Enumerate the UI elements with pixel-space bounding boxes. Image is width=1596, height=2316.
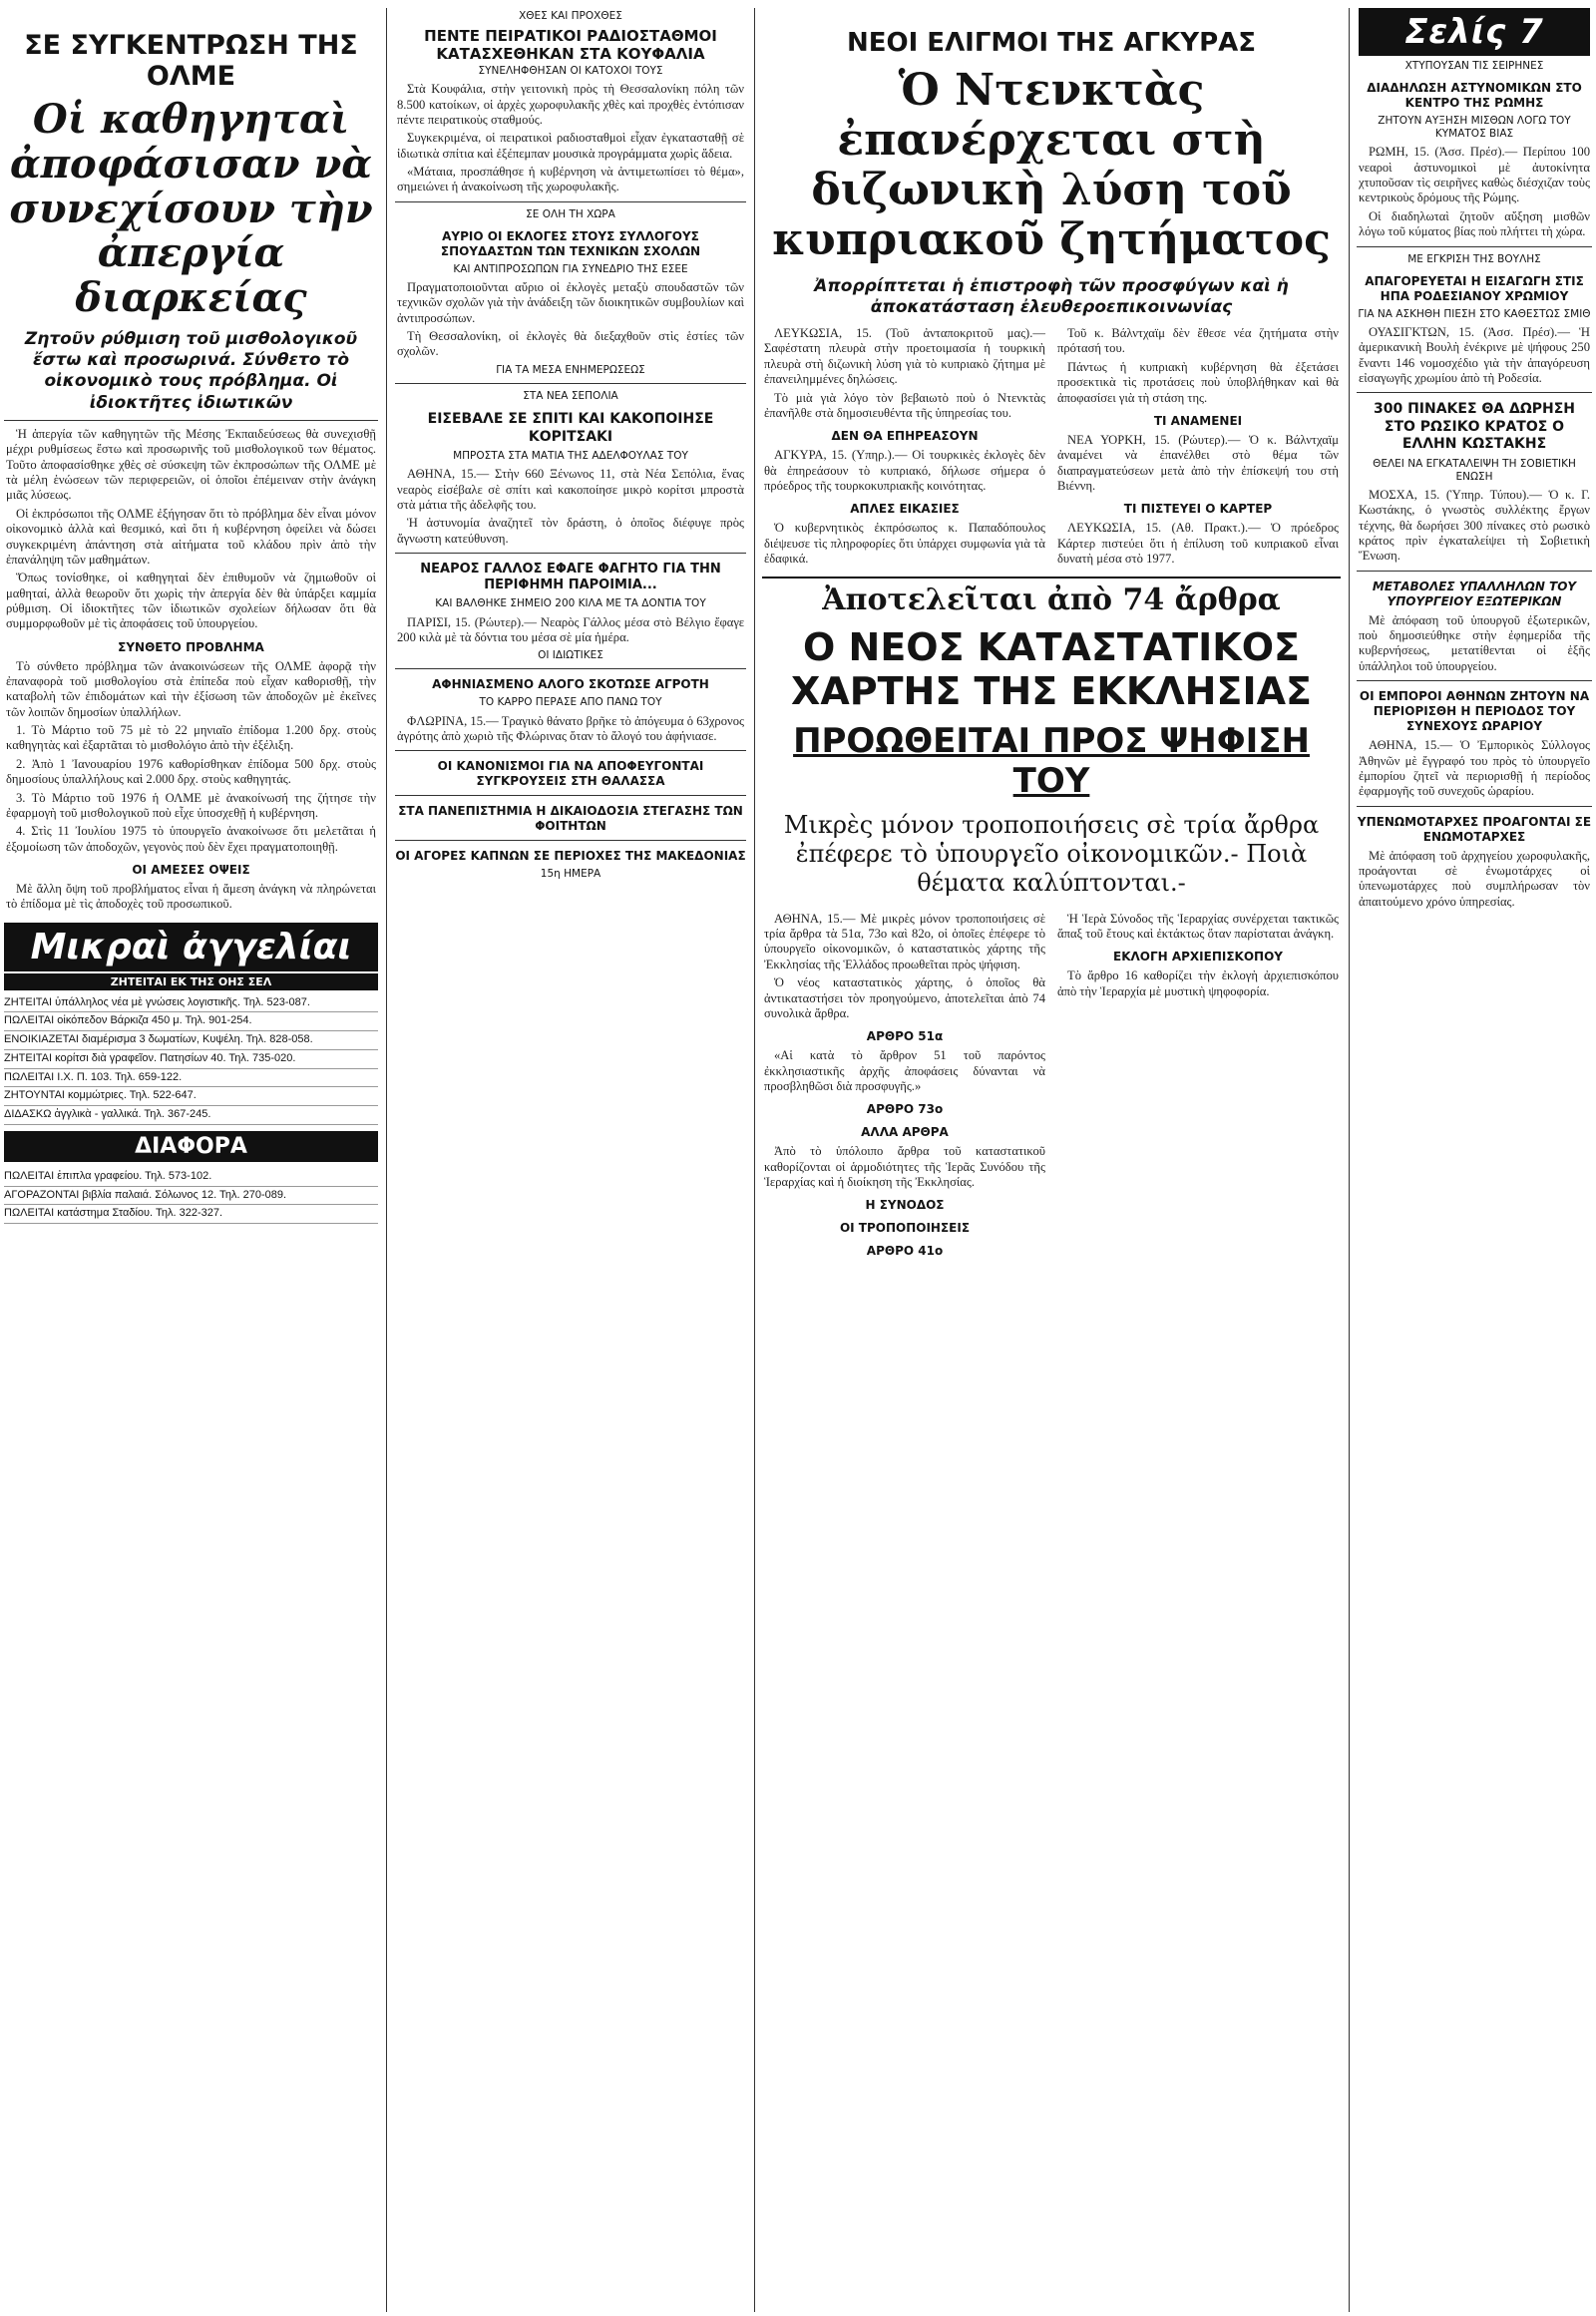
- subhead: Η ΣΥΝΟΔΟΣ: [865, 1198, 945, 1213]
- subhead: ΣΤΑ ΝΕΑ ΣΕΠΟΛΙΑ: [523, 389, 618, 402]
- paragraph: Οἱ ἐκπρόσωποι τῆς ΟΛΜΕ ἐξήγησαν ὅτι τὸ πρόβλημα δὲν εἶναι μόνον οἰκονομικὸ ἀλλὰ καὶ θεσμικό, καὶ ὅτι ἡ κυβέρνηση ὀφείλει νὰ δώσει συγκεκριμένη ἀπάντηση στὰ αἰτήματα τοῦ κλάδου πρὶν ἀπὸ τὴν ἐπανάληψη τῶν μαθημάτων.: [6, 506, 376, 567]
- paragraph: ΡΩΜΗ, 15. (Ἀσσ. Πρέσ).— Περίπου 100 νεαροὶ ἀστυνομικοὶ μὲ ἀυτοκίνητα χτυποῦσαν τὶς σειρῆνες καθὼς διέσχιζαν τοὺς κεντρικοὺς δρόμους τῆς Ρώμης.: [1359, 145, 1590, 205]
- subhead: ΓΙΑ ΤΑ ΜΕΣΑ ΕΝΗΜΕΡΩΣΕΩΣ: [496, 363, 645, 376]
- two-column-article: [758, 322, 1345, 571]
- paragraph: «Αἱ κατὰ τὸ ἄρθρον 51 τοῦ παρόντος ἐκκλησιαστικῆς ἀρχῆς ἀποφάσεις δύνανται νὰ προσβληθῶσι διὰ προσφυγῆς.»: [764, 1048, 1045, 1093]
- subhead: 15η ΗΜΕΡΑ: [540, 868, 601, 881]
- column-cyprus-church: [758, 0, 1345, 2316]
- subhead: ΑΡΘΡΟ 51α: [866, 1029, 944, 1044]
- headline: ΕΙΣΕΒΑΛΕ ΣΕ ΣΠΙΤΙ ΚΑΙ ΚΑΚΟΠΟΙΗΣΕ ΚΟΡΙΤΣΑΚΙ: [427, 411, 714, 445]
- classified-ad: ΠΩΛΕΙΤΑΙ οἰκόπεδον Βάρκιζα 450 μ. Τηλ. 901-254.: [4, 1012, 378, 1031]
- kicker: ΣΕ ΣΥΓΚΕΝΤΡΩΣΗ ΤΗΣ ΟΛΜΕ: [24, 30, 358, 92]
- article-body: [397, 714, 744, 745]
- paragraph: «Μάταια, προσπάθησε ἡ κυβέρνηση νὰ ἀντιμετωπίσει τὸ θέμα», σημειώνει ἡ ἀνακοίνωση τῆς χωροφυλακῆς.: [397, 165, 744, 194]
- headline: ΣΤΑ ΠΑΝΕΠΙΣΤΗΜΙΑ Η ΔΙΚΑΙΟΔΟΣΙΑ ΣΤΕΓΑΣΗΣ ΤΩΝ ΦΟΙΤΗΤΩΝ: [398, 804, 743, 834]
- subhead: ΣΥΝΘΕΤΟ ΠΡΟΒΛΗΜΑ: [118, 639, 264, 654]
- article-body: [397, 82, 744, 195]
- article-body: [397, 280, 744, 360]
- paragraph: Οἱ διαδηλωταὶ ζητοῦν αὔξηση μισθῶν λόγω τοῦ κύματος βίας ποὺ πλήττει τὴ χώρα.: [1359, 208, 1590, 239]
- subhead: ΑΛΛΑ ΑΡΘΡΑ: [861, 1125, 949, 1140]
- paragraph: Μὲ ἀπόφαση τοῦ ἀρχηγείου χωροφυλακῆς, προάγονται σὲ ἐνωμοτάρχες οἱ ὑπενωμοτάρχες ποὺ συμπλήρωσαν τὸν ἀπαιτούμενο χρόνο ὑπηρεσίας.: [1359, 848, 1590, 909]
- paragraph: Ὅπως τονίσθηκε, οἱ καθηγηταὶ δὲν ἐπιθυμοῦν νὰ ζημιωθοῦν οἱ μαθηταί, ἀλλὰ θεωροῦν ὅτι χωρὶς τὴν ἀπεργία δὲν θὰ ὑπάρξει καμμία ρύθμιση. Οἱ ἰδιοκτῆτες τῶν ἰδιωτικῶν σχολείων δήλωσαν ὅτι θὰ συμμορφωθοῦν μὲ τὶς ἀποφάσεις τοῦ ὑπουργείου.: [6, 571, 376, 631]
- section-logo: Σελίς 7: [1359, 8, 1590, 56]
- paragraph: Στὰ Κουφάλια, στὴν γειτονικὴ πρὸς τὴ Θεσσαλονίκη πόλη τῶν 8.500 κατοίκων, οἱ ἀρχὲς χωροφυλακῆς χθὲς καὶ προχθὲς ἐντόπισαν πέντε πειρατικοὺς σταθμούς.: [397, 82, 744, 127]
- paragraph: Πραγματοποιοῦνται αὔριο οἱ ἐκλογὲς μεταξὺ σπουδαστῶν τῶν τεχνικῶν σχολῶν γιὰ τὴν ἀνάδειξη τῶν διοικητικῶν συμβουλίων καὶ ἀντιπροσώπων.: [397, 280, 744, 325]
- article-body: [397, 467, 744, 547]
- paragraph: Μὲ ἀπόφαση τοῦ ὑπουργοῦ ἐξωτερικῶν, ποὺ δημοσιεύθηκε στὴν ἐφημερίδα τῆς κυβερνήσεως, μετατίθενται οἱ ἑξῆς ὑπάλληλοι τοῦ ὑπουργείου.: [1359, 612, 1590, 673]
- paragraph: ΝΕΑ ΥΟΡΚΗ, 15. (Ρώυτερ).— Ὁ κ. Βάλντχαϊμ ἀναμένει νὰ ἐπανέλθει στὸ θέμα τῶν διαπραγματεύσεων μετὰ ἀπὸ τὴν ἐπίσκεψή του στὴ Βιέννη.: [1057, 432, 1339, 493]
- paragraph: 2. Ἀπὸ 1 Ἰανουαρίου 1976 καθορίσθηκαν ἐπίδομα 500 δρχ. στοὺς δημοσίους ὑπαλλήλους καὶ 2.000 δρχ. στοὺς καθηγητάς.: [6, 756, 376, 787]
- article-body: [764, 1144, 1045, 1190]
- subhead: ΟΙ ΤΡΟΠΟΠΟΙΗΣΕΙΣ: [839, 1221, 971, 1236]
- article-body: [6, 427, 376, 632]
- subhead: ΚΑΙ ΒΑΛΘΗΚΕ ΣΗΜΕΙΟ 200 ΚΙΛΑ ΜΕ ΤΑ ΔΟΝΤΙΑ ΤΟΥ: [435, 597, 706, 610]
- misc-section-title: ΔΙΑΦΟΡΑ: [4, 1131, 378, 1162]
- paragraph: 3. Τὸ Μάρτιο τοῦ 1976 ἡ ΟΛΜΕ μὲ ἀνακοίνωσή της ζήτησε τὴν ἐφαρμογὴ τοῦ μισθολογικοῦ ποὺ εἶχε ὑποσχεθῇ ἡ κυβέρνηση.: [6, 790, 376, 820]
- classified-ad: ΖΗΤΕΙΤΑΙ κορίτσι διὰ γραφεῖον. Πατησίων 40. Τηλ. 735-020.: [4, 1050, 378, 1069]
- article-body: [1057, 326, 1339, 406]
- paragraph: Τὴ Θεσσαλονίκη, οἱ ἐκλογὲς θὰ διεξαχθοῦν στὶς ἑστίες τῶν σχολῶν.: [397, 329, 744, 359]
- article-body: [6, 882, 376, 913]
- divider: [395, 750, 746, 751]
- subhead: ΑΠΛΕΣ ΕΙΚΑΣΙΕΣ: [850, 502, 960, 517]
- paragraph: Τὸ σύνθετο πρόβλημα τῶν ἀνακοινώσεων τῆς ΟΛΜΕ ἀφορᾷ τὴν ἐπαναφορὰ τοῦ μισθολογίου στὰ ἐπίπεδα ποὺ εἶχαν καθορισθῇ, τὴν καταβολὴ τῶν ἐπιδομάτων καὶ τὴν ἐξίσωση τῶν ἀποδοχῶν μὲ ἐκεῖνες τῶν λοιπῶν δημοσίων ὑπαλλήλων.: [6, 658, 376, 719]
- paragraph: Ὁ νέος καταστατικὸς χάρτης, ὁ ὁποῖος θὰ ἀντικαταστήσει τὸν προηγούμενο, ἀποτελεῖται ἀπὸ 74 συνολικὰ ἄρθρα.: [764, 975, 1045, 1020]
- subhead: ΑΡΘΡΟ 73ο: [866, 1102, 944, 1117]
- divider: [1357, 571, 1592, 572]
- article-right: [1051, 908, 1345, 1264]
- paragraph: Ἡ Ἱερὰ Σύνοδος τῆς Ἱεραρχίας συνέρχεται τακτικῶς ἅπαξ τοῦ ἔτους καὶ ἐκτάκτως ὅταν παρίσταται ἀνάγκη.: [1057, 911, 1339, 942]
- subhead: ΔΕΝ ΘΑ ΕΠΗΡΕΑΣΟΥΝ: [831, 429, 979, 444]
- paragraph: ΛΕΥΚΩΣΙΑ, 15. (Αθ. Πρακτ.).— Ὁ πρόεδρος Κάρτερ πιστεύει ὅτι ἡ ἐπίλυση τοῦ κυπριακοῦ εἶναι δυνατὴ μέσα στὸ 1977.: [1057, 521, 1339, 567]
- kicker: Ἀποτελεῖται ἀπὸ 74 ἄρθρα: [822, 582, 1281, 618]
- article-body: [1359, 613, 1590, 674]
- article-body: [1359, 849, 1590, 910]
- subhead: ΣΥΝΕΛΗΦΘΗΣΑΝ ΟΙ ΚΑΤΟΧΟΙ ΤΟΥΣ: [478, 65, 663, 78]
- article-body: [1359, 145, 1590, 239]
- divider: [1357, 392, 1592, 393]
- subhead: ΤΙ ΑΝΑΜΕΝΕΙ: [1153, 413, 1243, 428]
- divider: [395, 383, 746, 384]
- divider: [395, 840, 746, 841]
- headline: ΜΕΤΑΒΟΛΕΣ ΥΠΑΛΛΗΛΩΝ ΤΟΥ ΥΠΟΥΡΓΕΙΟΥ ΕΞΩΤΕΡΙΚΩΝ: [1372, 579, 1577, 608]
- column-rule: [1349, 8, 1350, 2312]
- headline: ΟΙ ΑΓΟΡΕΣ ΚΑΠΝΩΝ ΣΕ ΠΕΡΙΟΧΕΣ ΤΗΣ ΜΑΚΕΔΟΝΙΑΣ: [395, 849, 746, 864]
- article-body: [764, 912, 1045, 1022]
- paragraph: ΑΘΗΝΑ, 15.— Στὴν 660 Ξένωνος 11, στὰ Νέα Σεπόλια, ἕνας νεαρὸς εἰσέβαλε σὲ σπίτι καὶ κακοποίησε μικρὸ κορίτσι μπροστὰ στὰ μάτια τῆς ἀδελφῆς του.: [397, 467, 744, 512]
- classified-ad: ΕΝΟΙΚΙΑΖΕΤΑΙ διαμέρισμα 3 δωματίων, Κυψέλη. Τηλ. 828-058.: [4, 1031, 378, 1050]
- kicker: ΝΕΟΙ ΕΛΙΓΜΟΙ ΤΗΣ ΑΓΚΥΡΑΣ: [846, 28, 1257, 58]
- paragraph: ΑΘΗΝΑ, 15.— Μὲ μικρὲς μόνον τροποποιήσεις σὲ τρία ἄρθρα τὰ 51α, 73ο καὶ 82ο, οἱ ὁποῖες ἐπέφερε τὸ ὑπουργεῖο οἰκονομικῶν, ὁ καταστατικὸς χάρτης τῆς Ἐκκλησίας τῆς Ἑλλάδος προωθεῖται πρὸς ψήφιση.: [764, 911, 1045, 971]
- classifieds-title: Μικραὶ ἀγγελίαι: [4, 923, 378, 971]
- divider: [395, 668, 746, 669]
- deck: Μικρὲς μόνον τροποποιήσεις σὲ τρία ἄρθρα ἐπέφερε τὸ ὑπουργεῖο οἰκονομικῶν.- Ποιὰ θέματα καλύπτονται.-: [783, 811, 1320, 897]
- classified-ad: ΠΩΛΕΙΤΑΙ κατάστημα Σταδίου. Τηλ. 322-327.: [4, 1205, 378, 1224]
- headline: ΟΙ ΕΜΠΟΡΟΙ ΑΘΗΝΩΝ ΖΗΤΟΥΝ ΝΑ ΠΕΡΙΟΡΙΣΘΗ Η ΠΕΡΙΟΔΟΣ ΤΟΥ ΣΥΝΕΧΟΥΣ ΩΡΑΡΙΟΥ: [1359, 689, 1590, 734]
- subhead: ΖΗΤΟΥΝ ΑΥΞΗΣΗ ΜΙΣΘΩΝ ΛΟΓΩ ΤΟΥ ΚΥΜΑΤΟΣ ΒΙΑΣ: [1378, 115, 1571, 141]
- paragraph: ΑΘΗΝΑ, 15.— Ὁ Ἐμπορικὸς Σύλλογος Ἀθηνῶν μὲ ἔγγραφό του πρὸς τὸ ὑπουργεῖο ἐμπορίου ζητεῖ νὰ περιορισθῇ ἡ περίοδος ἐφαρμογῆς τοῦ συνεχοῦς ὡραρίου.: [1359, 738, 1590, 799]
- headline: ΥΠΕΝΩΜΟΤΑΡΧΕΣ ΠΡΟΑΓΟΝΤΑΙ ΣΕ ΕΝΩΜΟΤΑΡΧΕΣ: [1357, 814, 1592, 844]
- article-body: [6, 659, 376, 855]
- headline: ΑΦΗΝΙΑΣΜΕΝΟ ΑΛΟΓΟ ΣΚΟΤΩΣΕ ΑΓΡΟΤΗ: [432, 677, 709, 692]
- paragraph: ΠΑΡΙΣΙ, 15. (Ρώυτερ).— Νεαρὸς Γάλλος μέσα στὸ Βέλγιο ἔφαγε 200 κιλὰ μὲ τὰ δόντια του μέσα σὲ μία ἡμέρα.: [397, 614, 744, 644]
- paragraph: Ἡ ἀπεργία τῶν καθηγητῶν τῆς Μέσης Ἐκπαιδεύσεως θὰ συνεχισθῇ μέχρι ρυθμίσεως ἔστω καὶ προσωρινῆς τοῦ μισθολογικοῦ των θέματος. Τοῦτο ἀποφασίσθηκε χθὲς σὲ σύσκεψη τῶν ἐκπροσώπων τῆς ΟΛΜΕ μὲ τὰ μέλη ἑνώσεων τῶν περιφερειῶν, οἱ ὁποῖοι ἐπέμειναν στὴν ἀνάγκη μιᾶς λύσεως.: [6, 426, 376, 503]
- article-left: [758, 908, 1051, 1264]
- article-body: [1057, 433, 1339, 494]
- headline: Ο ΝΕΟΣ ΚΑΤΑΣΤΑΤΙΚΟΣ ΧΑΡΤΗΣ ΤΗΣ ΕΚΚΛΗΣΙΑΣ: [791, 624, 1312, 713]
- paragraph: 1. Τὸ Μάρτιο τοῦ 75 μὲ τὸ 22 μηνιαῖο ἐπίδομα 1.200 δρχ. στοὺς καθηγητὰς καὶ ἐξαρτᾶται τὸ μισθολόγιο ἀπὸ τὴν ἐξέλιξη.: [6, 723, 376, 753]
- subhead: ΜΠΡΟΣΤΑ ΣΤΑ ΜΑΤΙΑ ΤΗΣ ΑΔΕΛΦΟΥΛΑΣ ΤΟΥ: [453, 450, 688, 463]
- paragraph: Πάντως ἡ κυπριακὴ κυβέρνηση θὰ ἐξετάσει προσεκτικὰ τὶς προτάσεις ποὺ ὑποβλήθηκαν καὶ θὰ ἀποφασίσει γιὰ τὴ στάση της.: [1057, 359, 1339, 405]
- divider: [762, 577, 1341, 579]
- article-body: [764, 326, 1045, 421]
- headline: ΠΡΟΩΘΕΙΤΑΙ ΠΡΟΣ ΨΗΦΙΣΗ ΤΟΥ: [793, 721, 1310, 802]
- article-body: [764, 448, 1045, 494]
- paragraph: Ἡ ἀστυνομία ἀναζητεῖ τὸν δράστη, ὁ ὁποῖος διέφυγε πρὸς ἄγνωστη κατεύθυνση.: [397, 516, 744, 546]
- subhead: ΣΕ ΟΛΗ ΤΗ ΧΩΡΑ: [526, 207, 615, 220]
- kicker: ΧΘΕΣ ΚΑΙ ΠΡΟΧΘΕΣ: [519, 10, 622, 22]
- deck: Ζητοῦν ρύθμιση τοῦ μισθολογικοῦ ἔστω καὶ προσωρινά. Σύνθετο τὸ οἰκονομικὸ τους πρόβλημα. Οἱ ἰδιοκτῆτες ἰδιωτικῶν: [24, 328, 358, 413]
- divider: [1357, 806, 1592, 807]
- subhead: ΓΙΑ ΝΑ ΑΣΚΗΘΗ ΠΙΕΣΗ ΣΤΟ ΚΑΘΕΣΤΩΣ ΣΜΙΘ: [1358, 307, 1591, 320]
- classifieds-list: [4, 994, 378, 1125]
- article-body: [764, 521, 1045, 567]
- kicker: ΜΕ ΕΓΚΡΙΣΗ ΤΗΣ ΒΟΥΛΗΣ: [1407, 252, 1541, 265]
- two-column-article: [758, 908, 1345, 1264]
- headline: ΑΥΡΙΟ ΟΙ ΕΚΛΟΓΕΣ ΣΤΟΥΣ ΣΥΛΛΟΓΟΥΣ ΣΠΟΥΔΑΣΤΩΝ ΤΩΝ ΤΕΧΝΙΚΩΝ ΣΧΟΛΩΝ: [440, 228, 701, 258]
- article-body: [1057, 968, 1339, 999]
- paragraph: ΜΟΣΧΑ, 15. (Ὑπηρ. Τύπου).— Ὁ κ. Γ. Κωστάκης, ὁ γνωστὸς συλλέκτης ἔργων τέχνης, θὰ δωρήσει 300 πίνακες στὸ ρωσικὸ κράτος πρὶν ἐγκαταλείψει τὴ Σοβιετικὴ Ἕνωση.: [1359, 487, 1590, 564]
- headline: ΠΕΝΤΕ ΠΕΙΡΑΤΙΚΟΙ ΡΑΔΙΟΣΤΑΘΜΟΙ ΚΑΤΑΣΧΕΘΗΚΑΝ ΣΤΑ ΚΟΥΦΑΛΙΑ: [424, 27, 717, 64]
- article-body: [764, 1048, 1045, 1094]
- classified-ad: ΖΗΤΕΙΤΑΙ ὑπάλληλος νέα μὲ γνώσεις λογιστικῆς. Τηλ. 523-087.: [4, 994, 378, 1013]
- article-body: [1057, 521, 1339, 567]
- article-right: [1051, 322, 1345, 571]
- article-body: [1057, 912, 1339, 943]
- headline: Οἱ καθηγηταὶ ἀποφάσισαν νὰ συνεχίσουν τὴν ἀπεργία διαρκείας: [9, 96, 373, 322]
- classified-ad: ΠΩΛΕΙΤΑΙ ἐπιπλα γραφείου. Τηλ. 573-102.: [4, 1168, 378, 1187]
- paragraph: Τὸ ἄρθρο 16 καθορίζει τὴν ἐκλογὴ ἀρχιεπισκόπου ἀπὸ τὴν Ἱεραρχία μὲ μυστικὴ ψηφοφορία.: [1057, 968, 1339, 998]
- paragraph: Συγκεκριμένα, οἱ πειρατικοὶ ραδιοσταθμοὶ εἶχαν ἐγκατασταθῇ σὲ ἰδιωτικὰ σπίτια καὶ ἐξέπεμπαν μουσικὰ προγράμματα χωρὶς ἄδεια.: [397, 131, 744, 161]
- article-body: [1359, 488, 1590, 565]
- column-world-briefs: [1353, 0, 1596, 2316]
- divider: [395, 201, 746, 202]
- subhead: ΟΙ ΑΜΕΣΕΣ ΟΨΕΙΣ: [132, 862, 250, 877]
- headline: ΑΠΑΓΟΡΕΥΕΤΑΙ Η ΕΙΣΑΓΩΓΗ ΣΤΙΣ ΗΠΑ ΡΟΔΕΣΙΑΝΟΥ ΧΡΩΜΙΟΥ: [1365, 273, 1584, 303]
- column-rule: [754, 8, 755, 2312]
- paragraph: ΟΥΑΣΙΓΚΤΩΝ, 15. (Ἀσσ. Πρέσ).— Ἡ ἀμερικανικὴ Βουλὴ ἐνέκρινε μὲ ψήφους 250 ἔναντι 146 νομοσχέδιο γιὰ τὴν ἀπαγόρευση εἰσαγωγῆς χρωμίου ἀπὸ τὴ Ροδεσία.: [1359, 324, 1590, 385]
- deck: Ἀπορρίπτεται ἡ ἐπιστροφὴ τῶν προσφύγων καὶ ἡ ἀποκατάσταση ἐλευθεροεπικοινωνίας: [814, 275, 1289, 317]
- subhead: ΑΡΘΡΟ 41ο: [866, 1244, 944, 1259]
- classified-ad: ΠΩΛΕΙΤΑΙ Ι.Χ. Π. 103. Τηλ. 659-122.: [4, 1069, 378, 1088]
- classified-ad: ΖΗΤΟΥΝΤΑΙ κομμώτριες. Τηλ. 522-647.: [4, 1087, 378, 1106]
- classified-ad: ΑΓΟΡΑΖΟΝΤΑΙ βιβλία παλαιά. Σόλωνος 12. Τηλ. 270-089.: [4, 1187, 378, 1206]
- divider: [395, 795, 746, 796]
- paragraph: ΑΓΚΥΡΑ, 15. (Υπηρ.).— Οἱ τουρκικὲς ἐκλογὲς δὲν θὰ ἐπηρεάσουν τὸ κυπριακό, δήλωσε σήμερα ὁ πρόεδρος τῆς τουρκοκυπριακῆς κοινότητας.: [764, 448, 1045, 493]
- kicker: ΧΤΥΠΟΥΣΑΝ ΤΙΣ ΣΕΙΡΗΝΕΣ: [1404, 60, 1544, 72]
- subhead: ΤΙ ΠΙΣΤΕΥΕΙ Ο ΚΑΡΤΕΡ: [1123, 502, 1273, 517]
- column-briefs: [391, 0, 750, 2316]
- paragraph: Ὁ κυβερνητικὸς ἐκπρόσωπος κ. Παπαδόπουλος διέψευσε τὶς πληροφορίες ὅτι ὑπάρχει συμφωνία γιὰ τὰ ἐδαφικά.: [764, 521, 1045, 567]
- column-teachers-strike: [0, 0, 382, 2316]
- divider: [1357, 680, 1592, 681]
- headline: Ὁ Ντενκτὰς ἐπανέρχεται στὴ διζωνικὴ λύση τοῦ κυπριακοῦ ζητήματος: [772, 65, 1331, 266]
- article-body: [1359, 325, 1590, 386]
- subhead: ΚΑΙ ΑΝΤΙΠΡΟΣΩΠΩΝ ΓΙΑ ΣΥΝΕΔΡΙΟ ΤΗΣ ΕΣΕΕ: [453, 262, 688, 275]
- paragraph: Ἀπὸ τὸ ὑπόλοιπο ἄρθρα τοῦ καταστατικοῦ καθορίζονται οἱ ἁρμοδιότητες τῆς Ἱερᾶς Συνόδου τῆς Ἱεραρχίας καὶ ἡ διοίκηση τῆς Ἐκκλησίας.: [764, 1144, 1045, 1190]
- classified-ad: ΔΙΔΑΣΚΩ ἀγγλικὰ - γαλλικά. Τηλ. 367-245.: [4, 1106, 378, 1125]
- paragraph: Μὲ ἄλλη ὄψη τοῦ προβλήματος εἶναι ἡ ἄμεση ἀνάγκη νὰ πληρώνεται τὸ ἐπίδομα μὲ τὶς ἀποδοχὲς τοῦ προσωπικοῦ.: [6, 881, 376, 912]
- paragraph: ΦΛΩΡΙΝΑ, 15.— Τραγικὸ θάνατο βρῆκε τὸ ἀπόγευμα ὁ 63χρονος ἀγρότης ἀπὸ χωριὸ τῆς Φλώρινας ὅταν τὸ ἄλογό του ἀφήνιασε.: [397, 713, 744, 743]
- headline: ΝΕΑΡΟΣ ΓΑΛΛΟΣ ΕΦΑΓΕ ΦΑΓΗΤΟ ΓΙΑ ΤΗΝ ΠΕΡΙΦΗΜΗ ΠΑΡΟΙΜΙΑ...: [420, 561, 721, 593]
- article-body: [1359, 738, 1590, 799]
- headline: ΔΙΑΔΗΛΩΣΗ ΑΣΤΥΝΟΜΙΚΩΝ ΣΤΟ ΚΕΝΤΡΟ ΤΗΣ ΡΩΜΗΣ: [1367, 81, 1582, 111]
- divider: [4, 420, 378, 421]
- divider: [1357, 246, 1592, 247]
- paragraph: 4. Στὶς 11 Ἰουλίου 1975 τὸ ὑπουργεῖο ἀνακοίνωσε ὅτι μελετᾶται ἡ ἐξομοίωση τῶν ἀποδοχῶν, γεγονὸς ποὺ δὲν ἔχει πραγματοποιηθῇ.: [6, 824, 376, 854]
- subhead: ΕΚΛΟΓΗ ΑΡΧΙΕΠΙΣΚΟΠΟΥ: [1113, 950, 1283, 965]
- headline: 300 ΠΙΝΑΚΕΣ ΘΑ ΔΩΡΗΣΗ ΣΤΟ ΡΩΣΙΚΟ ΚΡΑΤΟΣ Ο ΕΛΛΗΝ ΚΩΣΤΑΚΗΣ: [1373, 401, 1576, 453]
- article-body: [397, 615, 744, 646]
- paragraph: Τοῦ κ. Βάλντχαϊμ δὲν ἔθεσε νέα ζητήματα στὴν πρότασή του.: [1057, 326, 1339, 356]
- headline: ΟΙ ΚΑΝΟΝΙΣΜΟΙ ΓΙΑ ΝΑ ΑΠΟΦΕΥΓΟΝΤΑΙ ΣΥΓΚΡΟΥΣΕΙΣ ΣΤΗ ΘΑΛΑΣΣΑ: [437, 759, 704, 789]
- paragraph: Τὸ μιὰ γιὰ λόγο τὸν βεβαιωτὸ ποὺ ὁ Ντενκτὰς ἐπανῆλθε στὰ δημοσιευθέντα τῆς ὑπηρεσίας του.: [764, 390, 1045, 420]
- classifieds-subtitle: ΖΗΤΕΙΤΑΙ ΕΚ ΤΗΣ ΟΗΣ ΣΕΛ: [4, 973, 378, 990]
- article-left: [758, 322, 1051, 571]
- classifieds-list: [4, 1168, 378, 1224]
- divider: [395, 553, 746, 554]
- paragraph: ΛΕΥΚΩΣΙΑ, 15. (Τοῦ ἀνταποκριτοῦ μας).— Σαφέστατη πλευρὰ στὴν προετοιμασία ἡ τουρκικὴ πλευρὰ στὴ διζωνικὴ λύση γιὰ τὸ κυπριακὸ ζήτημα μὲ ἐπανειλημμένες δηλώσεις.: [764, 326, 1045, 387]
- subhead: ΘΕΛΕΙ ΝΑ ΕΓΚΑΤΑΛΕΙΨΗ ΤΗ ΣΟΒΙΕΤΙΚΗ ΕΝΩΣΗ: [1373, 457, 1576, 483]
- subhead: ΤΟ ΚΑΡΡΟ ΠΕΡΑΣΕ ΑΠΟ ΠΑΝΩ ΤΟΥ: [479, 696, 662, 709]
- subhead: ΟΙ ΙΔΙΩΤΙΚΕΣ: [538, 649, 603, 662]
- column-rule: [386, 8, 387, 2312]
